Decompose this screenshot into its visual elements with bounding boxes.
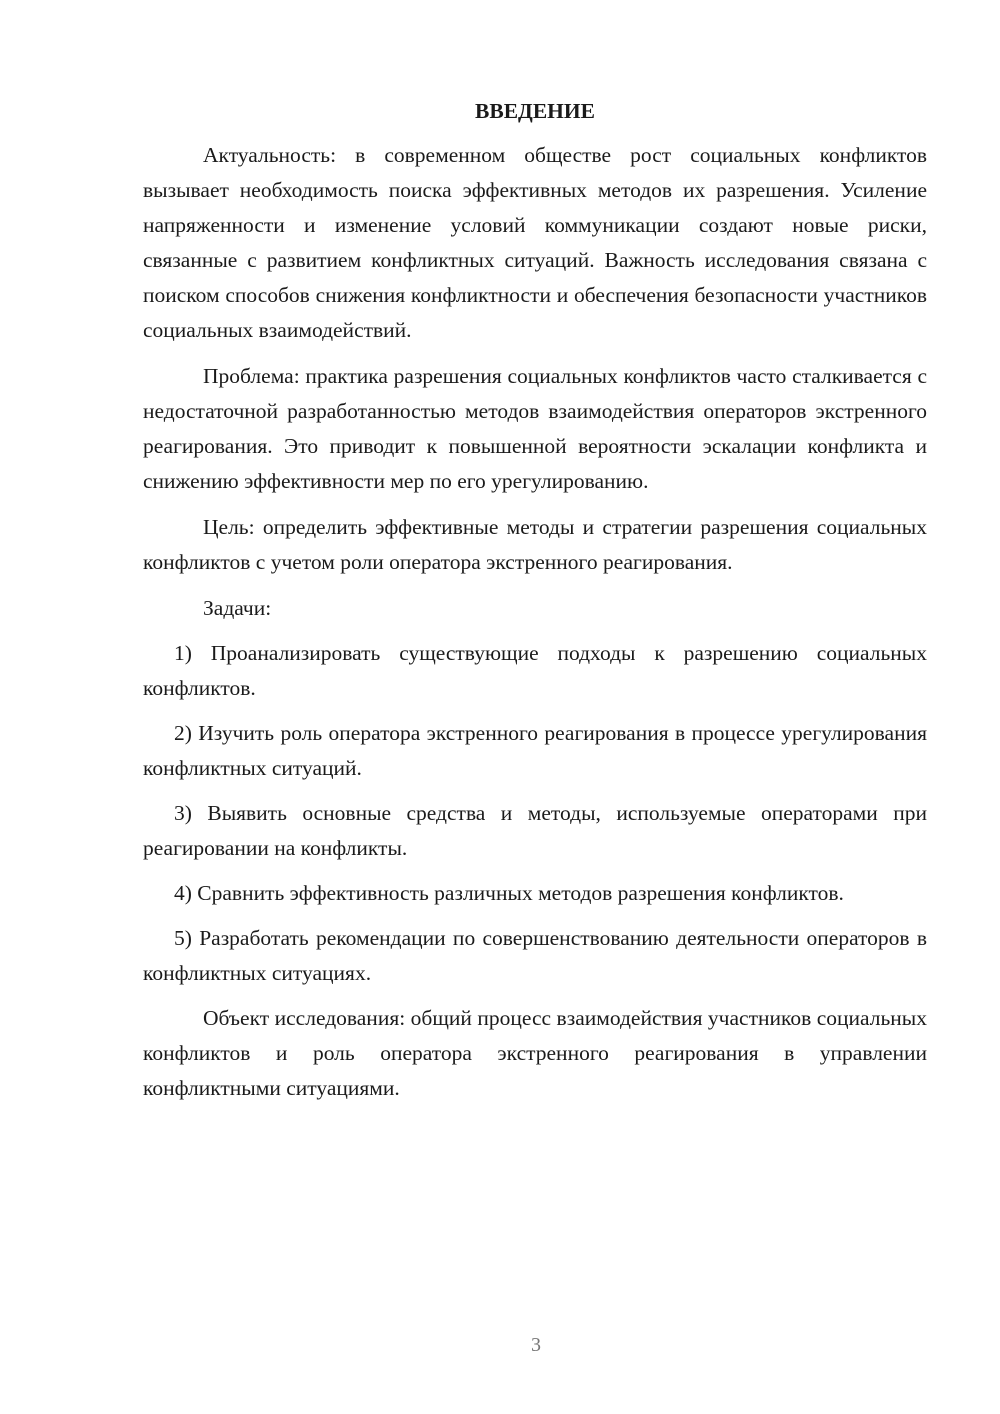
task-item-2: 2) Изучить роль оператора экстренного реагирования в процессе урегулирования конфликтных ситуаций. <box>143 721 927 780</box>
goal-paragraph: Цель: определить эффективные методы и стратегии разрешения социальных конфликтов с учетом роли оператора экстренного реагирования. <box>143 515 927 574</box>
page-content <box>143 96 927 1117</box>
task-item-4: 4) Сравнить эффективность различных методов разрешения конфликтов. <box>174 881 844 905</box>
relevance-paragraph: Актуальность: в современном обществе рост социальных конфликтов вызывает необходимость поиска эффективных методов их разрешения. Усиление напряженности и изменение условий коммуникации создают новые риски, связанные с развитием конфликтных ситуаций. Важность исследования связана с поиском способов снижения конфликтности и обеспечения безопасности участников социальных взаимодействий. <box>143 143 927 342</box>
object-paragraph: Объект исследования: общий процесс взаимодействия участников социальных конфликтов и роль оператора экстренного реагирования в управлении конфликтными ситуациями. <box>143 1006 927 1100</box>
section-heading: ВВЕДЕНИЕ <box>475 99 595 123</box>
task-item-5: 5) Разработать рекомендации по совершенствованию деятельности операторов в конфликтных ситуациях. <box>143 926 927 985</box>
page-number: 3 <box>531 1334 541 1356</box>
problem-paragraph: Проблема: практика разрешения социальных конфликтов часто сталкивается с недостаточной разработанностью методов взаимодействия операторов экстренного реагирования. Это приводит к повышенной вероятности эскалации конфликта и снижению эффективности мер по его урегулированию. <box>143 364 927 493</box>
tasks-label: Задачи: <box>203 596 272 620</box>
task-item-1: 1) Проанализировать существующие подходы к разрешению социальных конфликтов. <box>143 641 927 700</box>
task-item-3: 3) Выявить основные средства и методы, используемые операторами при реагировании на конфликты. <box>143 801 927 860</box>
